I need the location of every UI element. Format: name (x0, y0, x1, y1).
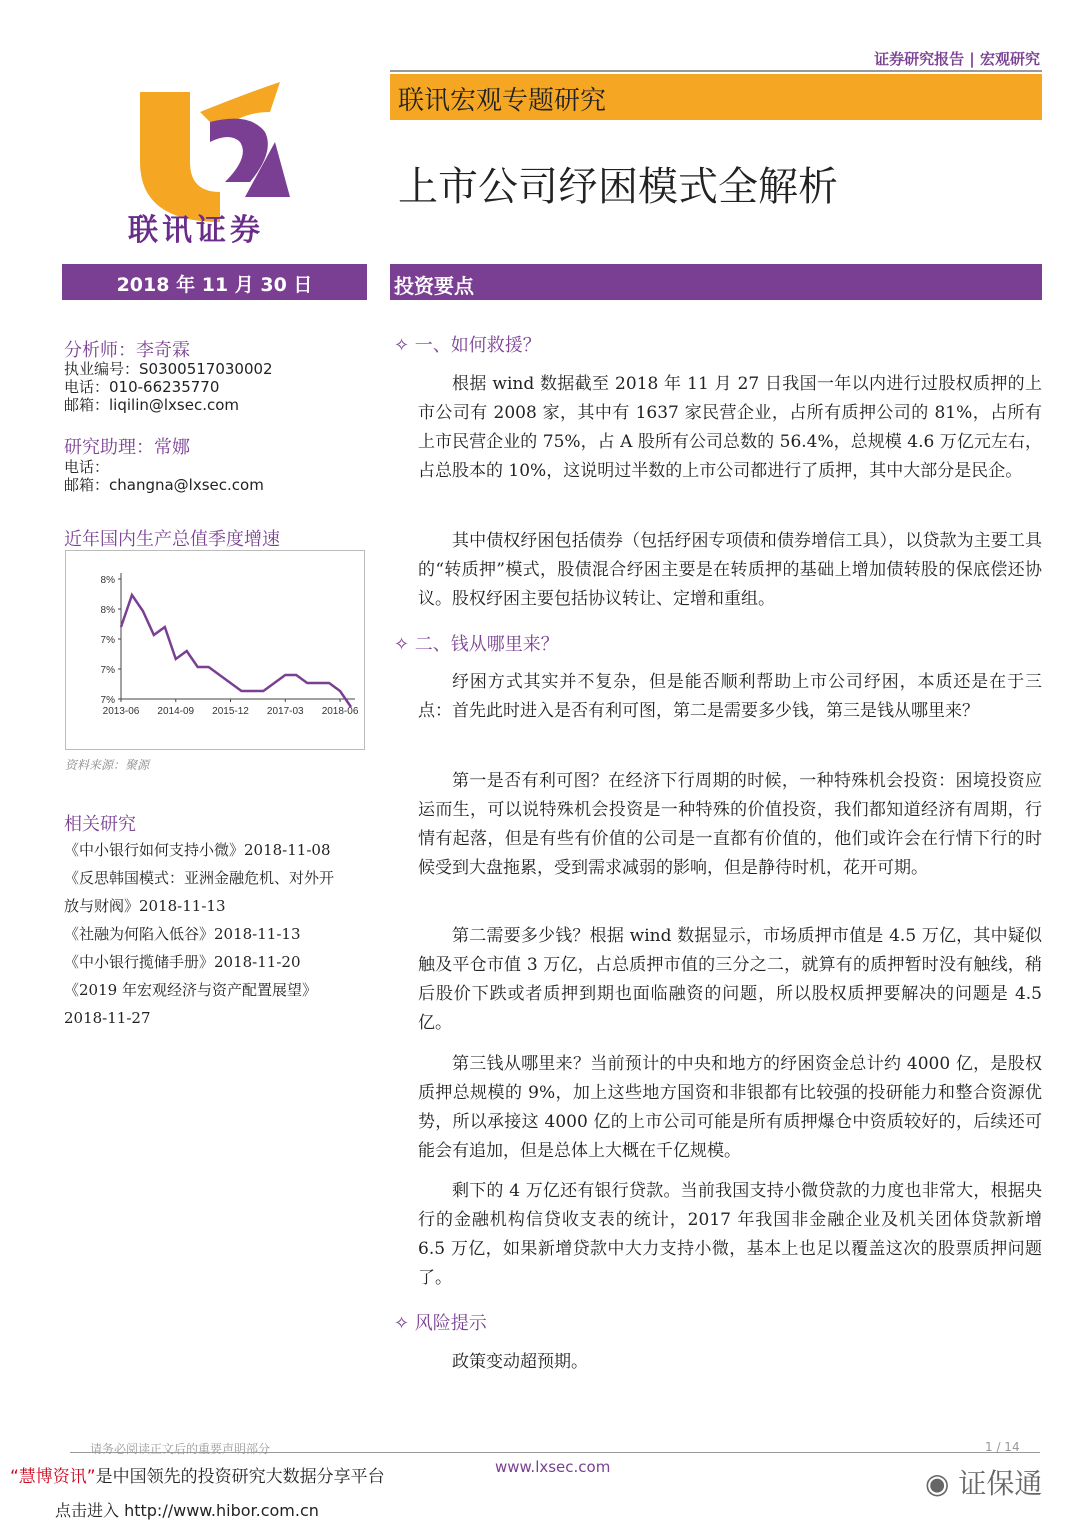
related-item[interactable]: 放与财阀》2018-11-13 (64, 897, 226, 915)
y-tick-label: 7% (100, 665, 115, 676)
assistant-email[interactable]: 邮箱：changna@lxsec.com (64, 476, 264, 494)
y-tick-label: 8% (100, 605, 115, 616)
related-item[interactable]: 《社融为何陷入低谷》2018-11-13 (64, 925, 301, 943)
analyst-license: 执业编号：S0300517030002 (64, 360, 273, 378)
x-tick-label: 2013-06 (102, 706, 140, 717)
section-heading-risk: ✧ 风险提示 (394, 1313, 487, 1334)
logo-wordmark: 联讯证券 (128, 213, 264, 248)
wechat-icon: ◉ (925, 1467, 950, 1500)
hibor-brand: “慧博资讯” (10, 1467, 96, 1487)
report-date: 2018 年 11 月 30 日 (116, 274, 313, 296)
section-heading-funding: ✧ 二、钱从哪里来？ (394, 634, 559, 655)
x-tick-label: 2018-06 (321, 706, 359, 717)
series-title: 联讯宏观专题研究 (398, 86, 607, 116)
x-tick-label: 2014-09 (157, 706, 195, 717)
related-item[interactable]: 《中小银行如何支持小微》2018-11-08 (64, 841, 331, 859)
paragraph: 政策变动超预期。 (452, 1352, 588, 1372)
related-item[interactable]: 《2019 年宏观经济与资产配置展望》 (64, 981, 317, 999)
x-tick-label: 2015-12 (212, 706, 249, 717)
key-points-bar (390, 264, 1042, 300)
y-tick-label: 7% (100, 635, 115, 646)
analyst-name: 分析师：李奇霖 (64, 340, 190, 361)
paragraph: 第三钱从哪里来？当前预计的中央和地方的纾困资金总计约 4000 亿，是股权质押总规模的 9%，加上这些地方国资和非银都有比较强的投研能力和整合资源优势，所以承接这 4000 亿的上市公司可能是所有质押爆仓中资质较好的，后续还可能会有追加，但是总体上大概在千亿规模。 (418, 1054, 1042, 1161)
hibor-banner (10, 1462, 385, 1487)
y-tick-label: 7% (100, 695, 115, 706)
chart-title: 近年国内生产总值季度增速 (64, 529, 280, 550)
related-research-title: 相关研究 (64, 814, 136, 835)
related-item[interactable]: 《反思韩国模式：亚洲金融危机、对外开 (64, 869, 335, 887)
gdp-growth-series-line (121, 595, 351, 707)
paragraph: 第二需要多少钱？根据 wind 数据显示，市场质押市值是 4.5 万亿，其中疑似触及平仓市值 3 万亿，占总质押市值的三分之二，就算有的质押暂时没有触线，稍后股价下跌或者质押到期也面临融资的问题，所以股权质押要解决的问题是 4.5 亿。 (418, 926, 1042, 1033)
analyst-phone: 电话：010-66235770 (64, 378, 220, 396)
gdp-chart-frame (65, 550, 365, 750)
page-number: 1 / 14 (985, 1440, 1020, 1454)
paragraph: 根据 wind 数据截至 2018 年 11 月 27 日我国一年以内进行过股权质押的上市公司有 2008 家，其中有 1637 家民营企业，占所有质押公司的 81%，占所有上市民营企业的 75%，占 A 股所有公司总数的 56.4%，总规模 4.6 万亿元左右，占总股本的 10%，这说明过半数的上市公司都进行了质押，其中大部分是民企。 (418, 374, 1042, 481)
paragraph: 第一是否有利可图？在经济下行周期的时候，一种特殊机会投资：困境投资应运而生，可以说特殊机会投资是一种特殊的价值投资，我们都知道经济有周期，行情有起落，但是有些有价值的公司是一直都有价值的，他们或许会在行情下行的时候受到大盘拖累，受到需求减弱的影响，但是静待时机，花开可期。 (418, 771, 1042, 878)
footer-website-link[interactable]: www.lxsec.com (495, 1458, 611, 1476)
paragraph: 剩下的 4 万亿还有银行贷款。当前我国支持小微贷款的力度也非常大，根据央行的金融机构信贷收支表的统计，2017 年我国非金融企业及机关团体贷款新增 6.5 万亿，如果新增贷款中大力支持小微，基本上也足以覆盖这次的股票质押问题了。 (418, 1181, 1042, 1288)
assistant-name: 研究助理：常娜 (64, 437, 190, 458)
related-item[interactable]: 《中小银行揽储手册》2018-11-20 (64, 953, 301, 971)
report-title: 上市公司纾困模式全解析 (398, 164, 838, 210)
analyst-email[interactable]: 邮箱：liqilin@lxsec.com (64, 396, 240, 414)
paragraph: 纾困方式其实并不复杂，但是能否顺利帮助上市公司纾困，本质还是在于三点：首先此时进入是否有利可图，第二是需要多少钱，第三是钱从哪里来？ (418, 672, 1042, 721)
hibor-tagline: 是中国领先的投资研究大数据分享平台 (95, 1467, 385, 1487)
related-research-list (64, 836, 364, 1032)
y-tick-label: 8% (100, 575, 115, 586)
gdp-line-chart (66, 551, 364, 749)
x-tick-label: 2017-03 (266, 706, 304, 717)
hibor-link[interactable]: 点击进入 http://www.hibor.com.cn (55, 1501, 319, 1520)
section-heading-rescue: ✧ 一、如何救援？ (394, 335, 541, 356)
wechat-account-name: 证保通 (958, 1467, 1043, 1500)
disclaimer-note: 请务必阅读正文后的重要声明部分 (90, 1442, 271, 1456)
related-item[interactable]: 2018-11-27 (64, 1009, 151, 1027)
report-category-tag: 证券研究报告 | 宏观研究 (874, 50, 1040, 68)
chart-source: 资料来源：聚源 (65, 758, 150, 772)
key-points-label: 投资要点 (394, 274, 474, 298)
wechat-watermark (925, 1462, 1042, 1502)
header-divider (390, 70, 1042, 72)
paragraph: 其中债权纾困包括债券（包括纾困专项债和债券增信工具），以贷款为主要工具的“转质押”模式，股债混合纾困主要是在转质押的基础上增加债转股的保底偿还协议。股权纾困主要包括协议转让、定增和重组。 (418, 531, 1042, 609)
assistant-phone: 电话： (64, 458, 110, 476)
